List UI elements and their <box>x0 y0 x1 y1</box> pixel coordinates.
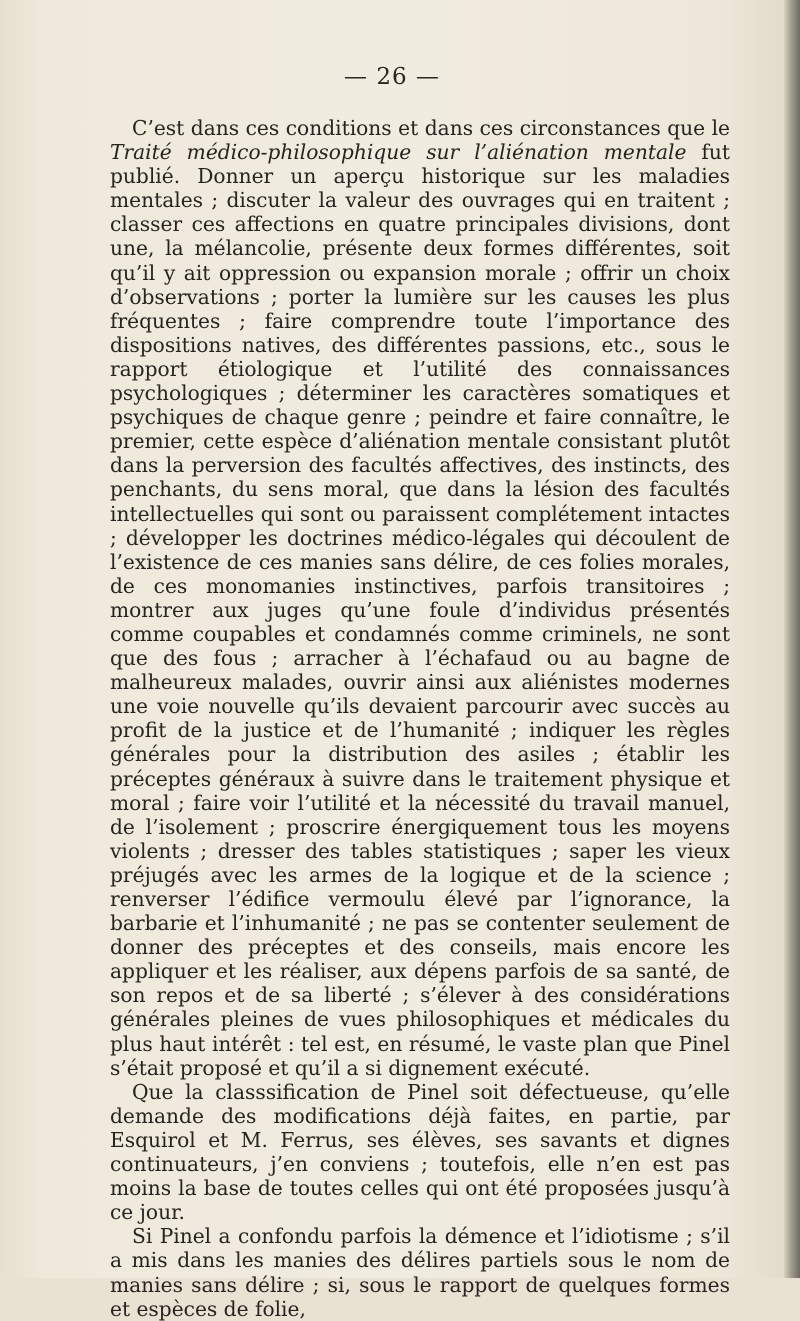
page-edge <box>784 0 800 1278</box>
body-text <box>110 116 730 1321</box>
paragraph-3 <box>110 1224 730 1320</box>
paragraph-1 <box>110 116 730 1080</box>
paragraph-3-run-1: Si Pinel a confondu parfois la démence et l’idiotisme ; s’il a mis dans les manies des délires partiels sous le nom de manies sans délire ; si, sous le rapport de quelques formes et espèces de folie, <box>110 1224 730 1321</box>
paragraph-2-run-1: Que la classsification de Pinel soit défectueuse, qu’elle demande des modifications déjà faites, en partie, par Esquirol et M. Ferrus, ses élèves, ses savants et dignes continuateurs, j’en conviens ; toutefois, elle n’en est pas moins la base de toutes celles qui ont été proposées jusqu’à ce jour. <box>110 1079 730 1225</box>
book-title: Traité médico-philosophique sur l’aliénation mentale <box>110 140 687 165</box>
paragraph-1-run-3: fut publié. Donner un aperçu historique sur les maladies mentales ; discuter la valeur des ouvrages qui en traitent ; classer ces affections en quatre principales divisions, dont une, la mélancolie, présente deux formes différentes, soit qu’il y ait oppression ou expansion morale ; offrir un choix d’observations ; porter la lumière sur les causes les plus fréquentes ; faire comprendre toute l’importance des dispositions natives, des différentes passions, etc., sous le rapport étiologique et l’utilité des connaissances psychologiques ; déterminer les caractères somatiques et psychiques de chaque genre ; peindre et faire connaître, le premier, cette espèce d’aliénation mentale consistant plutôt dans la perversion des facultés affectives, des instincts, des penchants, du sens moral, que dans la lésion des facultés intellectuelles qui sont ou paraissent complétement intactes ; développer les doctrines médico-légales qui découlent de l’existence de ces manies sans délire, de ces folies morales, de ces monomanies instinctives, parfois transitoires ; montrer aux juges qu’une foule d’individus présentés comme coupables et condamnés comme criminels, ne sont que des fous ; arracher à l’échafaud ou au bagne de malheureux malades, ouvrir ainsi aux aliénistes modernes une voie nouvelle qu’ils devaient parcourir avec succès au profit de la justice et de l’humanité ; indiquer les règles générales pour la distribution des asiles ; établir les préceptes généraux à suivre dans le traitement physique et moral ; faire voir l’utilité et la nécessité du travail manuel, de l’isolement ; proscrire énergiquement tous les moyens violents ; dresser des tables statistiques ; saper les vieux préjugés avec les armes de la logique et de la science ; renverser l’édifice vermoulu élevé par l’ignorance, la barbarie et l’inhumanité ; ne pas se contenter seulement de donner des préceptes et des conseils, mais encore les appliquer et les réaliser, aux dépens parfois de sa santé, de son repos et de sa liberté ; s’élever à des considérations générales pleines de vues philosophiques et médicales du plus haut intérêt : tel est, en résumé, le vaste plan que Pinel s’était proposé et qu’il a si dignement exécuté. <box>110 140 730 1080</box>
paragraph-1-run-1: C’est dans ces conditions et dans ces circonstances que le <box>132 116 730 140</box>
paragraph-2 <box>110 1080 730 1225</box>
page-number: — 26 — <box>344 64 440 90</box>
